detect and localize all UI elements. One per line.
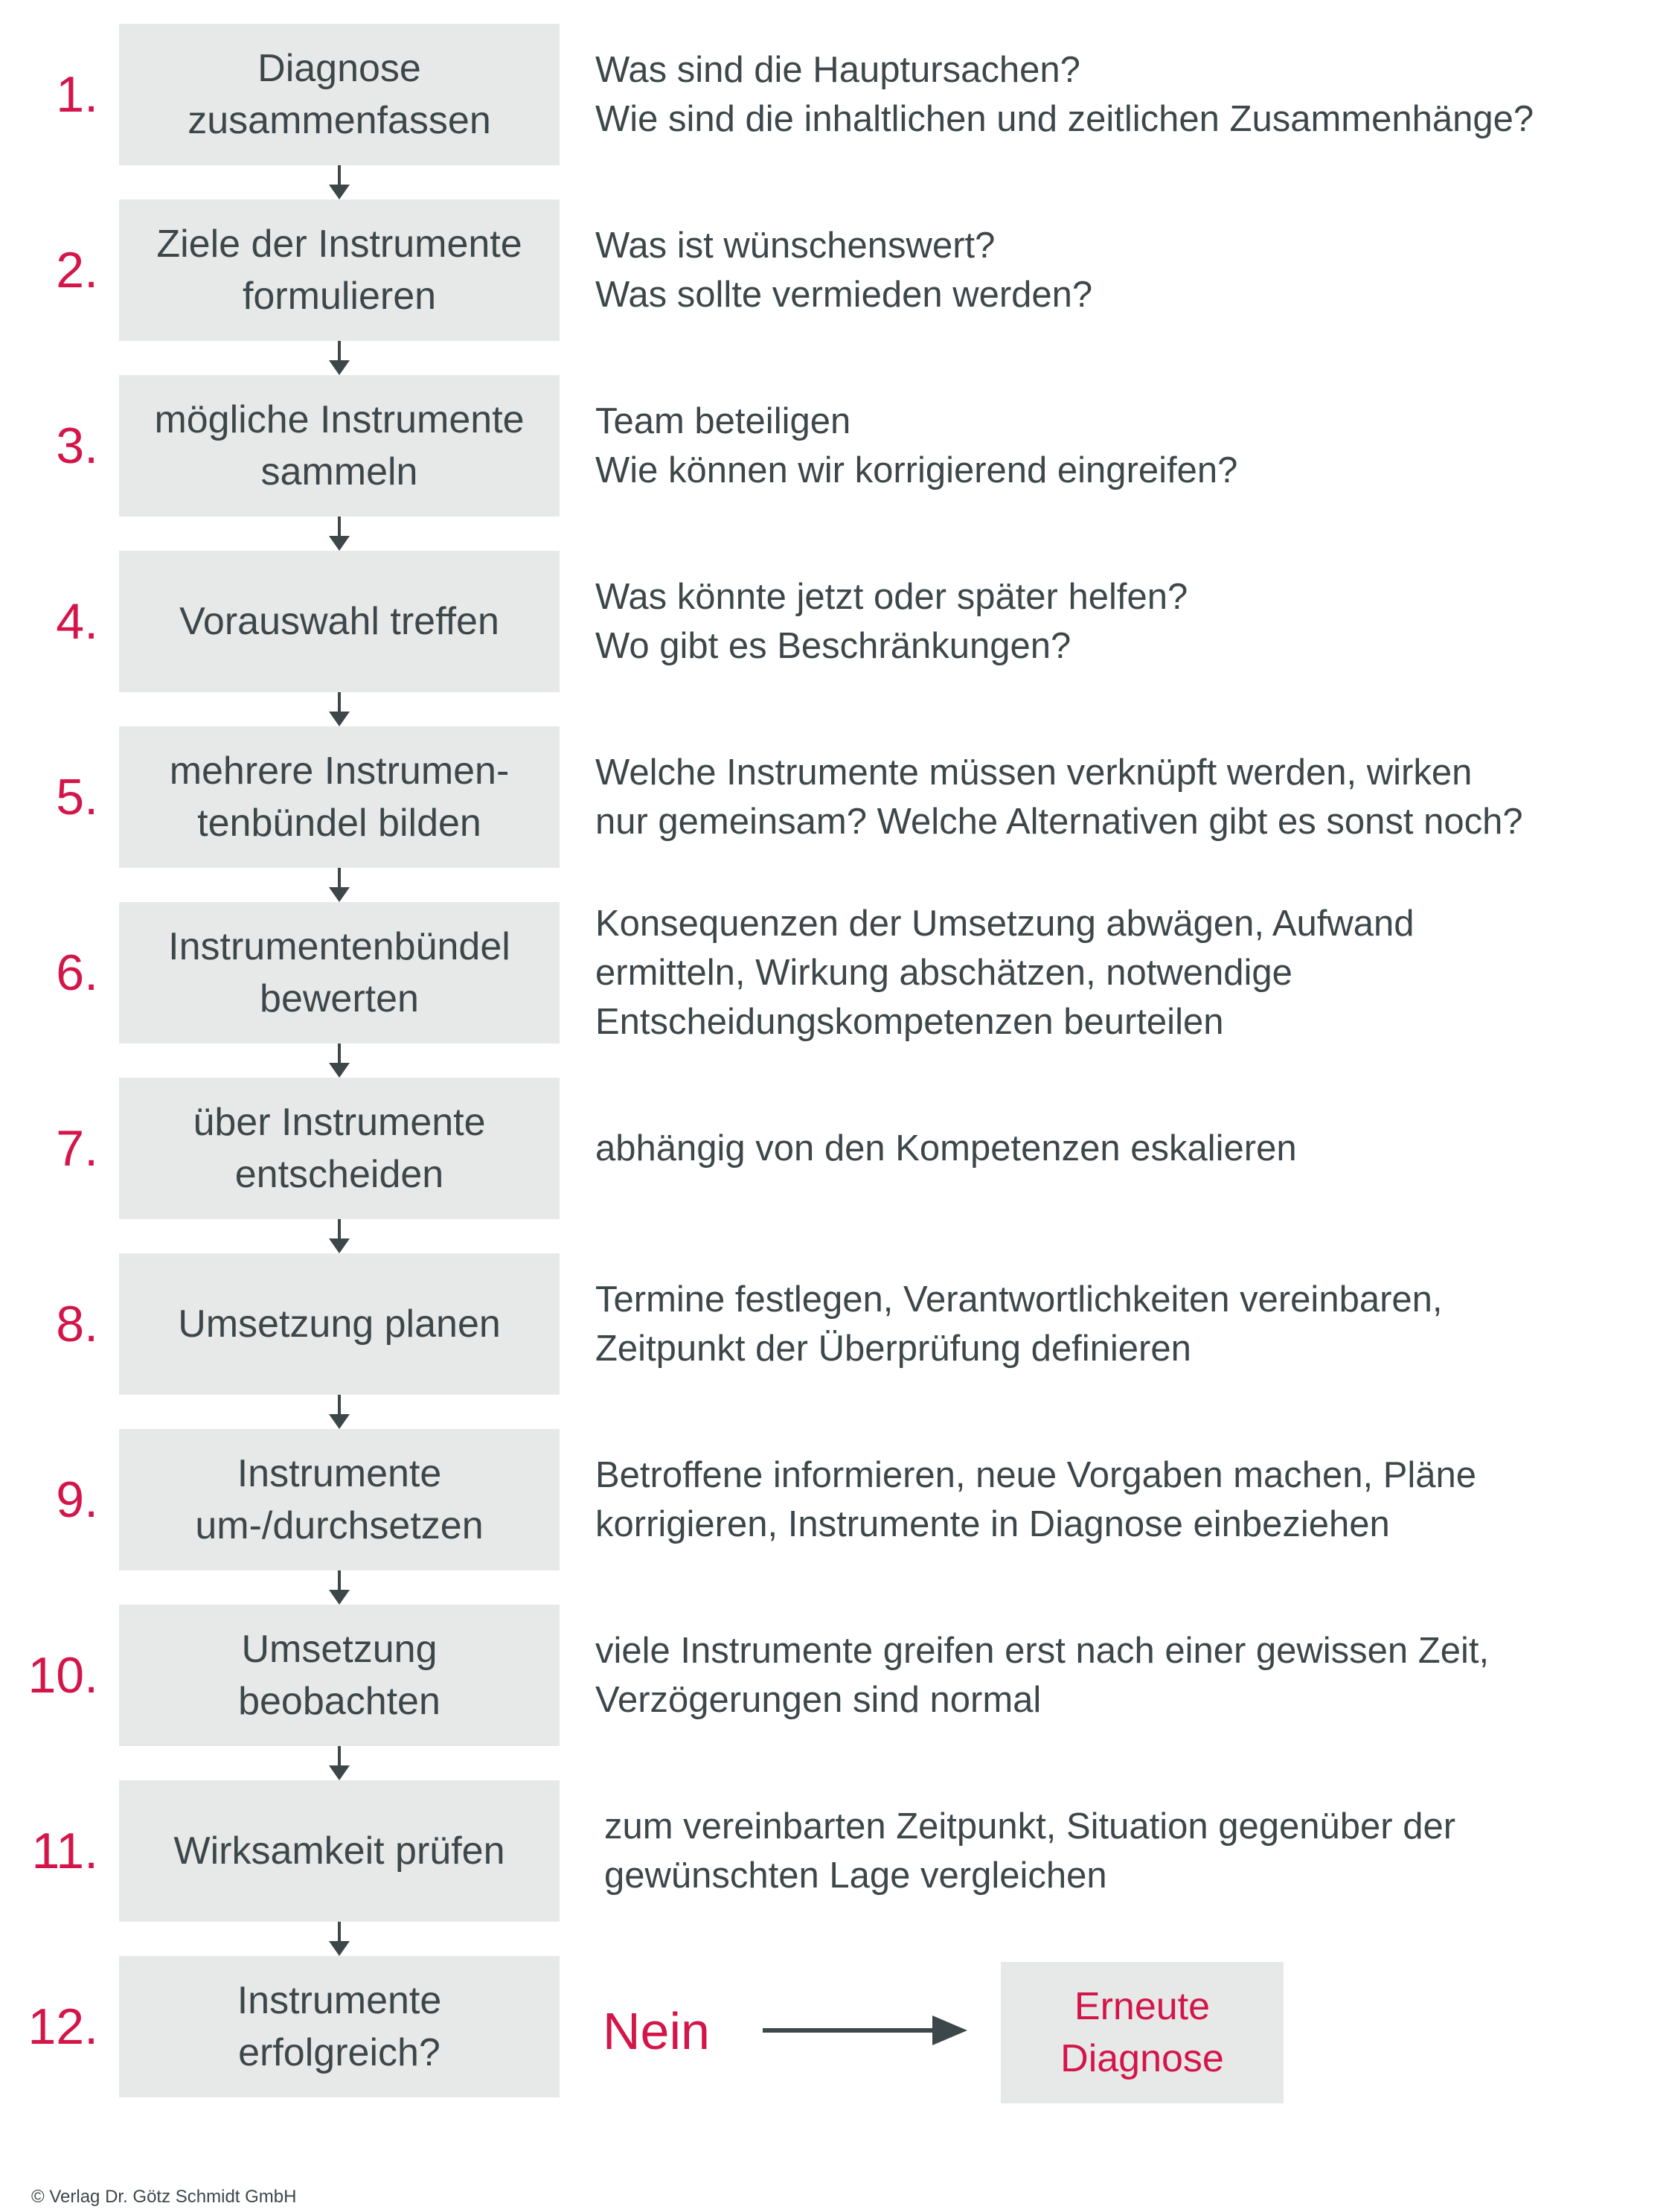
step-box: [119, 1253, 560, 1395]
step-title: Vorauswahl treffen: [179, 600, 499, 643]
step-title: über Instrumente entscheiden: [193, 1101, 486, 1196]
step-number: 12.: [28, 1998, 98, 2055]
down-arrow-icon: [328, 868, 350, 902]
down-arrow-icon: [328, 1922, 350, 1956]
step-description: Termine festlegen, Verantwortlichkeiten vereinbaren, Zeitpunkt der Überprüfung definieren: [595, 1279, 1443, 1369]
step-number: 1.: [56, 66, 98, 123]
step-7: [0, 1078, 1669, 1219]
rediagnose-box: [1001, 1962, 1284, 2103]
step-2: [0, 199, 1669, 341]
step-box: [119, 1078, 560, 1219]
step-title: Diagnose zusammenfassen: [188, 47, 491, 142]
step-number: 8.: [56, 1296, 98, 1352]
step-10: [0, 1605, 1669, 1746]
step-9: [0, 1429, 1669, 1570]
step-title: mögliche Instrumente sammeln: [154, 398, 525, 493]
step-description: Was sind die Hauptursachen? Wie sind die inhaltlichen und zeitlichen Zusammenhänge?: [595, 50, 1534, 139]
down-arrow-icon: [328, 517, 350, 551]
step-description: Betroffene informieren, neue Vorgaben machen, Pläne korrigieren, Instrumente in Diagnose einbeziehen: [595, 1455, 1477, 1544]
step-box: [119, 24, 560, 165]
step-description: Konsequenzen der Umsetzung abwägen, Aufwand ermitteln, Wirkung abschätzen, notwendige Entscheidungskompetenzen beurteilen: [595, 904, 1415, 1042]
step-4: [0, 551, 1669, 692]
down-arrow-icon: [328, 1746, 350, 1780]
step-5: [0, 726, 1669, 868]
step-number: 2.: [56, 242, 98, 298]
no-branch-label: Nein: [603, 2002, 710, 2060]
step-title: Instrumentenbündel bewerten: [168, 925, 510, 1020]
step-title: Wirksamkeit prüfen: [173, 1829, 505, 1873]
step-box: [119, 1429, 560, 1570]
down-arrow-icon: [328, 165, 350, 199]
step-box: [119, 551, 560, 692]
step-box: [119, 902, 560, 1043]
rediagnose-line2: Diagnose: [1060, 2037, 1224, 2080]
step-1: [0, 24, 1669, 165]
step-description: Team beteiligen Wie können wir korrigierend eingreifen?: [595, 401, 1238, 490]
step-number: 4.: [56, 593, 98, 650]
step-number: 5.: [56, 769, 98, 825]
step-title: Instrumente um-/durchsetzen: [195, 1452, 484, 1547]
step-number: 7.: [56, 1120, 98, 1177]
step-box: [119, 1605, 560, 1746]
step-title: Umsetzung planen: [178, 1302, 501, 1346]
copyright-text: © Verlag Dr. Götz Schmidt GmbH: [31, 2187, 297, 2207]
step-box: [119, 199, 560, 341]
step-number: 3.: [56, 418, 98, 474]
step-title: Umsetzung beobachten: [238, 1628, 441, 1723]
rediagnose-line1: Erneute: [1074, 1985, 1211, 2028]
right-arrow-icon: [763, 2010, 967, 2051]
step-box: [119, 1780, 560, 1922]
down-arrow-icon: [328, 341, 350, 375]
down-arrow-icon: [328, 1219, 350, 1253]
step-description: Welche Instrumente müssen verknüpft werden, wirken nur gemeinsam? Welche Alternativen gibt es sonst noch?: [595, 752, 1523, 842]
step-description: Was könnte jetzt oder später helfen? Wo gibt es Beschränkungen?: [595, 577, 1188, 666]
step-number: 9.: [56, 1471, 98, 1528]
step-number: 10.: [28, 1647, 98, 1704]
step-box: [119, 375, 560, 517]
step-title: Ziele der Instrumente formulieren: [156, 223, 522, 318]
step-title: Instrumente erfolgreich?: [237, 1979, 442, 2074]
step-description: Was ist wünschenswert? Was sollte vermieden werden?: [595, 226, 1093, 315]
step-description: viele Instrumente greifen erst nach einer gewissen Zeit, Verzögerungen sind normal: [595, 1631, 1490, 1720]
down-arrow-icon: [328, 1043, 350, 1078]
step-6: [0, 902, 1669, 1043]
step-3: [0, 375, 1669, 517]
down-arrow-icon: [328, 1570, 350, 1605]
step-box: [119, 1956, 560, 2097]
step-description: abhängig von den Kompetenzen eskalieren: [595, 1128, 1297, 1169]
step-11: [0, 1780, 1669, 1922]
step-title: mehrere Instrumen- tenbündel bilden: [169, 749, 510, 845]
step-box: [119, 726, 560, 868]
down-arrow-icon: [328, 1395, 350, 1429]
step-8: [0, 1253, 1669, 1395]
step-number: 6.: [56, 944, 98, 1001]
step-description: zum vereinbarten Zeitpunkt, Situation gegenüber der gewünschten Lage vergleichen: [604, 1806, 1456, 1896]
down-arrow-icon: [328, 692, 350, 726]
step-12: [0, 1956, 595, 2097]
step-number: 11.: [31, 1823, 98, 1879]
